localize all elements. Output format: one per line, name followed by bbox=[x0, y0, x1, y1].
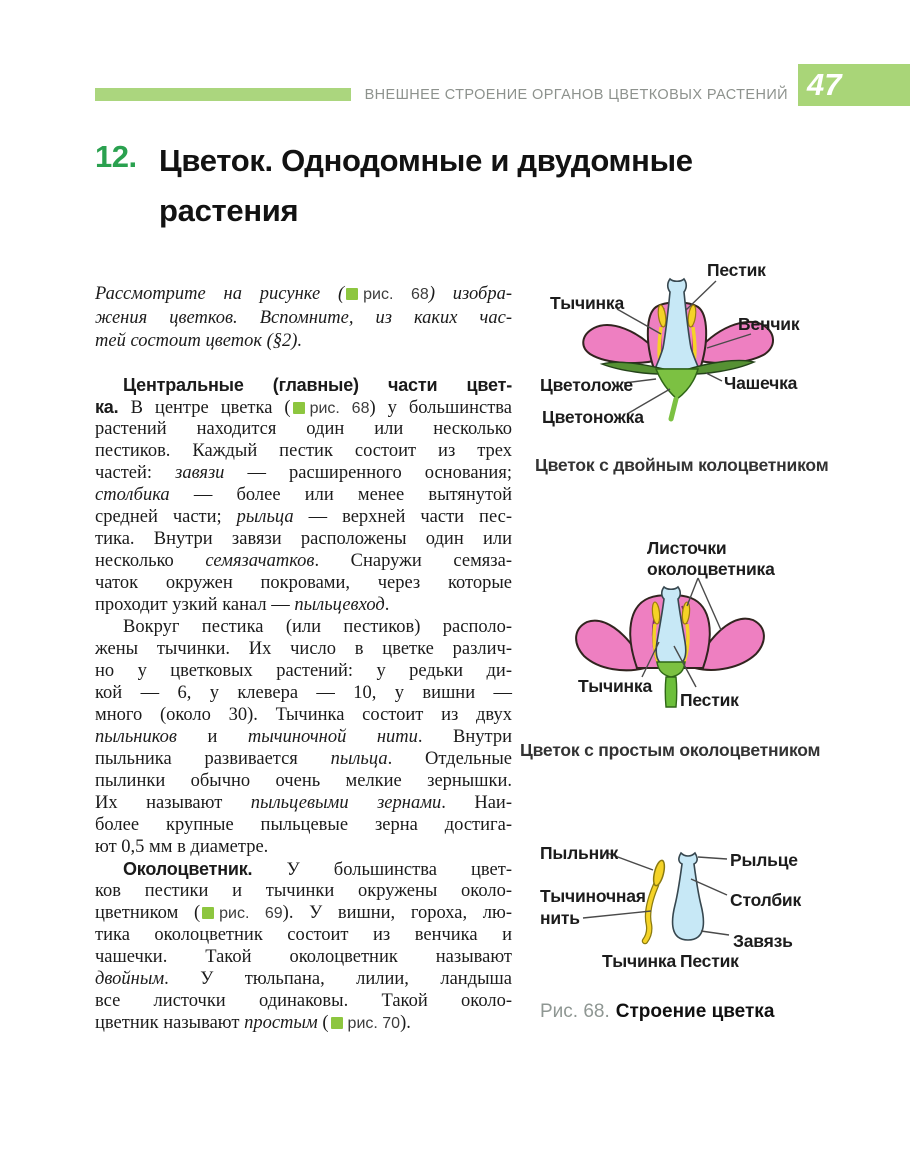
text-segment: много (около 30). Тычинка состоит из двух bbox=[95, 705, 512, 726]
label-pistil: Пестик bbox=[680, 690, 739, 710]
figure-ref-square-icon bbox=[331, 1017, 343, 1029]
text-segment: пестиков. Каждый пестик состоит из трех bbox=[95, 441, 512, 462]
text-line bbox=[95, 440, 512, 462]
text-segment: рис. 69 bbox=[219, 905, 283, 923]
running-header: ВНЕШНЕЕ СТРОЕНИЕ ОРГАНОВ ЦВЕТКОВЫХ РАСТЕНИЙ bbox=[364, 87, 788, 103]
text-line bbox=[95, 418, 512, 440]
text-segment: пыльцевыми зернами bbox=[250, 793, 442, 814]
text-segment: ). bbox=[400, 1013, 411, 1034]
chapter-title bbox=[95, 136, 693, 236]
text-segment: жены тычинки. Их число в цветке различ- bbox=[95, 639, 512, 660]
text-segment: и bbox=[176, 727, 248, 748]
text-segment: . У тюльпана, лилии, ландыша bbox=[164, 969, 512, 990]
label-stamen: Тычинка bbox=[550, 293, 624, 313]
text-segment: В центре цветка ( bbox=[130, 398, 291, 419]
text-line bbox=[95, 1012, 512, 1034]
text-line bbox=[95, 572, 512, 594]
text-line bbox=[95, 594, 512, 616]
label-calyx: Чашечка bbox=[724, 373, 798, 393]
text-segment: столбика bbox=[95, 485, 170, 506]
text-segment: жения цветков. Вспомните, из каких час- bbox=[95, 307, 512, 328]
text-line bbox=[95, 858, 512, 880]
text-segment: Околоцветник. bbox=[123, 859, 287, 880]
label-style: Столбик bbox=[730, 890, 802, 910]
text-segment: ка. bbox=[95, 397, 131, 418]
label-filament-line2: нить bbox=[540, 908, 580, 928]
text-segment: пылинки обычно очень мелкие зернышки. bbox=[95, 771, 512, 792]
text-segment: Центральные (главные) части цвет- bbox=[123, 375, 512, 396]
text-segment: рис. 68 bbox=[363, 286, 429, 303]
text-segment: растений находится один или несколько bbox=[95, 419, 512, 440]
text-segment: несколько bbox=[95, 551, 206, 572]
text-line bbox=[95, 484, 512, 506]
label-stamen: Тычинка bbox=[602, 951, 676, 971]
figure-stamen-and-pistil bbox=[515, 833, 910, 978]
text-line bbox=[95, 704, 512, 726]
figure1-caption: Цветок с двойным колоцветником bbox=[535, 455, 829, 475]
chapter-title-text bbox=[159, 136, 693, 236]
text-segment: . Снаружи семяза- bbox=[314, 551, 512, 572]
text-line bbox=[95, 924, 512, 946]
text-segment: пыльца bbox=[330, 749, 388, 770]
text-line bbox=[95, 682, 512, 704]
text-line bbox=[95, 396, 512, 418]
text-line bbox=[95, 814, 512, 836]
text-segment: Рассмотрите на рисунке ( bbox=[95, 284, 345, 304]
text-segment: ков пестики и тычинки окружены около- bbox=[95, 881, 512, 902]
label-stamen: Тычинка bbox=[578, 676, 652, 696]
text-segment: . Отдельные bbox=[387, 749, 512, 770]
text-line bbox=[95, 748, 512, 770]
chapter-title-line2: растения bbox=[159, 193, 299, 228]
text-segment: цветником ( bbox=[95, 903, 201, 924]
text-segment: рыльца bbox=[236, 507, 294, 528]
text-segment: пыльника развивается bbox=[95, 749, 331, 770]
chapter-number: 12. bbox=[95, 139, 137, 174]
label-ovary: Завязь bbox=[733, 931, 793, 951]
text-segment: ) у большинства bbox=[369, 398, 513, 419]
page-number: 47 bbox=[807, 67, 842, 102]
figure2-caption: Цветок с простым околоцветником bbox=[520, 740, 821, 760]
text-segment: рис. 70 bbox=[347, 1015, 401, 1033]
text-line bbox=[95, 528, 512, 550]
text-segment: тей состоит цветок (§2). bbox=[95, 331, 303, 352]
figure-ref-square-icon bbox=[293, 402, 305, 414]
text-segment: чашечки. Такой околоцветник называют bbox=[95, 947, 512, 968]
text-segment: У большинства цвет- bbox=[286, 860, 512, 881]
label-pistil: Пестик bbox=[680, 951, 739, 971]
label-perianth-leaves-line2: околоцветника bbox=[647, 559, 775, 579]
text-line bbox=[95, 506, 512, 528]
chapter-title-line1: Цветок. Однодомные и двудомные bbox=[159, 143, 693, 178]
figure-simple-perianth-flower bbox=[515, 530, 910, 715]
text-line bbox=[95, 792, 512, 814]
text-line bbox=[95, 638, 512, 660]
text-segment: цветник называют bbox=[95, 1013, 245, 1034]
text-segment: тика околоцветник состоит из венчика и bbox=[95, 925, 512, 946]
label-filament-line1: Тычиночная bbox=[540, 886, 646, 906]
text-line bbox=[95, 902, 512, 924]
text-segment: средней части; bbox=[95, 507, 237, 528]
text-line bbox=[95, 770, 512, 792]
figure68-caption bbox=[540, 1001, 774, 1023]
header-green-bar bbox=[95, 88, 351, 101]
text-segment: пыльцевход bbox=[294, 595, 385, 616]
text-segment: пыльников bbox=[95, 727, 177, 748]
text-segment: . Внутри bbox=[417, 727, 512, 748]
label-corolla: Венчик bbox=[738, 314, 800, 334]
figure-ref-square-icon bbox=[346, 288, 358, 300]
text-segment: все листочки одинаковы. Такой около- bbox=[95, 991, 512, 1012]
label-receptacle: Цветоложе bbox=[540, 375, 633, 395]
text-line bbox=[95, 990, 512, 1012]
text-segment: тика. Внутри завязи расположены один или bbox=[95, 529, 512, 550]
label-anther: Пыльник bbox=[540, 843, 619, 863]
text-line bbox=[95, 660, 512, 682]
text-segment: ) изобра- bbox=[428, 284, 512, 304]
text-line bbox=[95, 307, 512, 331]
text-line bbox=[95, 968, 512, 990]
body-text bbox=[95, 283, 512, 1034]
text-line bbox=[95, 462, 512, 484]
label-pistil: Пестик bbox=[707, 260, 766, 280]
text-segment: ( bbox=[317, 1013, 329, 1034]
text-segment: Их называют bbox=[95, 793, 251, 814]
text-segment: завязи bbox=[175, 463, 225, 484]
text-line bbox=[95, 330, 512, 354]
label-pedicel: Цветоножка bbox=[542, 407, 644, 427]
text-segment: . Наи- bbox=[441, 793, 512, 814]
label-stigma: Рыльце bbox=[730, 850, 798, 870]
text-segment: Вокруг пестика (или пестиков) располо- bbox=[123, 617, 512, 638]
text-segment: — верхней части пес- bbox=[293, 507, 512, 528]
text-segment: — более или менее вытянутой bbox=[169, 485, 512, 506]
text-segment: семязачатков bbox=[205, 551, 315, 572]
text-segment: рис. 68 bbox=[309, 400, 370, 418]
figure-ref-square-icon bbox=[202, 907, 214, 919]
figure68-caption-title: Строение цветка bbox=[615, 1001, 775, 1022]
text-line bbox=[95, 946, 512, 968]
text-segment: проходит узкий канал — bbox=[95, 595, 295, 616]
text-segment: частей: bbox=[95, 463, 176, 484]
figure-double-perianth-flower bbox=[520, 252, 910, 442]
text-segment: ют 0,5 мм в диаметре. bbox=[95, 837, 269, 858]
text-segment: кой — 6, у клевера — 10, у вишни — bbox=[95, 683, 512, 704]
text-segment: . bbox=[384, 595, 390, 616]
text-line bbox=[95, 726, 512, 748]
text-segment: простым bbox=[244, 1013, 318, 1034]
label-perianth-leaves-line1: Листочки bbox=[647, 538, 727, 558]
text-line bbox=[95, 616, 512, 638]
paragraph bbox=[95, 283, 512, 354]
text-segment: но у цветковых растений: у редьки ди- bbox=[95, 661, 512, 682]
text-segment: более крупные пыльцевые зерна достига- bbox=[95, 815, 512, 836]
paragraph bbox=[95, 374, 512, 616]
text-line bbox=[95, 880, 512, 902]
paragraph bbox=[95, 616, 512, 858]
text-segment: чаток окружен покровами, через которые bbox=[95, 573, 512, 594]
text-segment: двойным bbox=[95, 969, 165, 990]
paragraph bbox=[95, 858, 512, 1034]
text-line bbox=[95, 374, 512, 396]
text-line bbox=[95, 550, 512, 572]
text-segment: — расширенного основания; bbox=[224, 463, 512, 484]
page-number-box bbox=[798, 64, 910, 106]
text-line bbox=[95, 283, 512, 307]
text-segment: тычиночной нити bbox=[247, 727, 418, 748]
text-line bbox=[95, 836, 512, 858]
text-segment: ). У вишни, гороха, лю- bbox=[282, 903, 512, 924]
figure68-caption-number: Рис. 68. bbox=[540, 1001, 610, 1022]
